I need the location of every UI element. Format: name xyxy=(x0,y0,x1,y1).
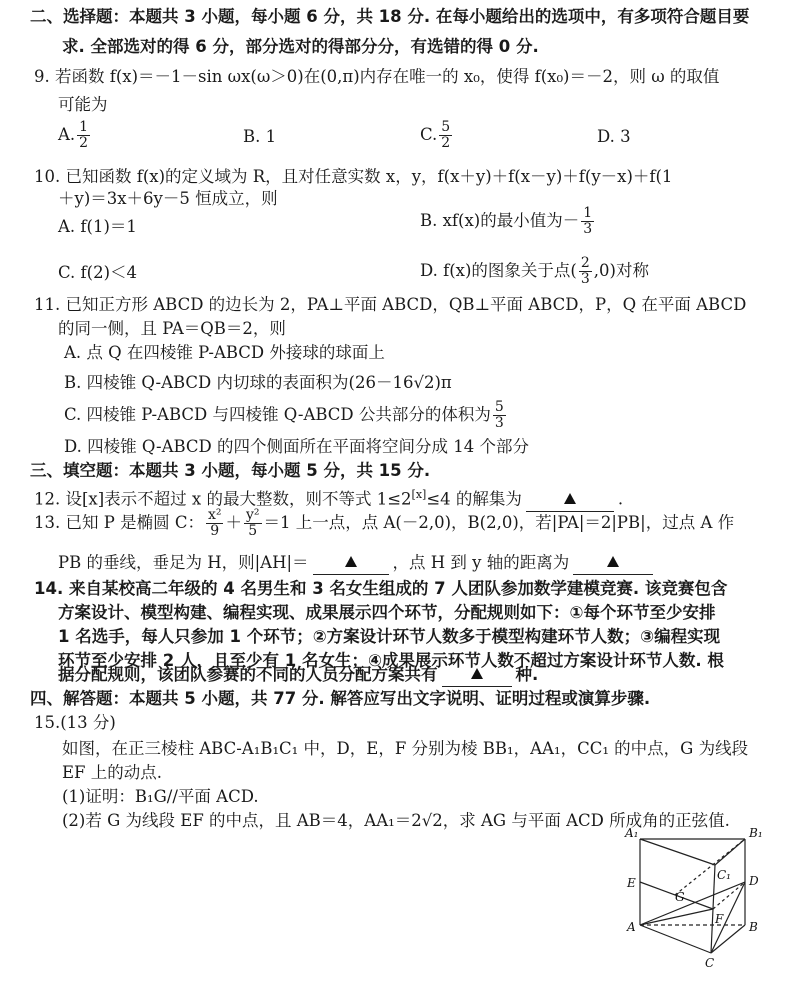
q10-option-d-text: D. f(x)的图象关于点( xyxy=(420,261,577,280)
q11-stem-line2: 的同一侧，且 PA＝QB＝2，则 xyxy=(58,319,286,338)
section4-heading: 四、解答题：本题共 5 小题，共 77 分. 解答应写出文字说明、证明过程或演算步骤. xyxy=(30,689,651,708)
segment-af xyxy=(640,909,713,925)
q14-line2: 方案设计、模型构建、编程实现、成果展示四个环节，分配规则如下：①每个环节至少安排 xyxy=(58,603,716,622)
q14-line4: 环节至少安排 2 人，且至少有 1 名女生；④成果展示环节人数不超过方案设计环节人数. 根 xyxy=(58,651,724,670)
q9-option-d: D. 3 xyxy=(597,127,631,146)
q9-option-a xyxy=(58,120,92,151)
q10-option-a: A. f(1)＝1 xyxy=(58,217,137,236)
q9-stem-line1: 9. 若函数 f(x)＝－1－sin ωx(ω＞0)在(0,π)内存在唯一的 x₀，使得 f(x₀)＝－2，则 ω 的取值 xyxy=(34,67,720,86)
q10-option-b-text: B. xf(x)的最小值为－ xyxy=(420,211,580,230)
q13-stem-line1 xyxy=(34,508,734,539)
q11-option-c-text: C. 四棱锥 P-ABCD 与四棱锥 Q-ABCD 公共部分的体积为 xyxy=(64,405,491,424)
q14-line3: 1 名选手，每人只参加 1 个环节；②方案设计环节人数多于模型构建环节人数；③编程实现 xyxy=(58,627,721,646)
q9-option-a-fraction xyxy=(77,120,90,151)
q12-text: 12. 设[x]表示不超过 x 的最大整数，则不等式 1≤2 xyxy=(34,489,412,509)
section2-heading-line1: 二、选择题：本题共 3 小题，每小题 6 分，共 18 分. 在每小题给出的选项中，有多项符合题目要 xyxy=(30,7,750,26)
edge-a1c1 xyxy=(640,839,715,865)
section2-heading-line2: 求. 全部选对的得 6 分，部分选对的得部分分，有选错的得 0 分. xyxy=(62,37,539,56)
q13-plus: ＋ xyxy=(225,513,242,532)
label-c: C xyxy=(705,956,715,970)
q15-stem-line1: 如图，在正三棱柱 ABC-A₁B₁C₁ 中，D，E，F 分别为棱 BB₁，AA₁，CC₁ 的中点，G 为线段 xyxy=(62,739,749,758)
section3-heading: 三、填空题：本题共 3 小题，每小题 5 分，共 15 分. xyxy=(30,461,431,480)
q10-stem-line2: ＋y)＝3x＋6y－5 恒成立，则 xyxy=(58,189,278,208)
q14-line1: 14. 来自某校高二年级的 4 名男生和 3 名女生组成的 7 人团队参加数学建模竞赛. 该竞赛包含 xyxy=(34,579,728,598)
q11-stem-line1: 11. 已知正方形 ABCD 的边长为 2，PA⊥平面 ABCD，QB⊥平面 ABCD，P，Q 在平面 ABCD xyxy=(34,295,747,314)
edge-cb xyxy=(711,925,745,953)
q11-option-c xyxy=(64,400,508,431)
label-b1: B₁ xyxy=(749,826,763,840)
q11-option-a: A. 点 Q 在四棱锥 P-ABCD 外接球的球面上 xyxy=(64,343,385,362)
q9-option-c-den: 2 xyxy=(441,135,451,151)
q13-answer-blank-2[interactable] xyxy=(573,552,653,575)
label-e: E xyxy=(627,876,636,890)
label-f: F xyxy=(715,912,724,926)
q10-option-d-fraction xyxy=(579,256,592,287)
q9-option-a-den: 2 xyxy=(79,135,89,151)
q9-option-a-label: A. xyxy=(58,125,76,144)
answer-triangle-icon xyxy=(345,556,357,567)
q9-stem-line2: 可能为 xyxy=(58,95,108,114)
label-b: B xyxy=(749,920,758,934)
q14-line5-end: 种. xyxy=(515,665,539,684)
q9-option-a-num: 1 xyxy=(79,119,89,135)
q13-f1-num: x² xyxy=(207,507,222,523)
q10-option-b-num: 1 xyxy=(583,205,593,221)
q13-line2b: ，点 H 到 y 轴的距离为 xyxy=(392,553,570,572)
q9-option-c-label: C. xyxy=(420,125,438,144)
q9-option-c-fraction xyxy=(439,120,452,151)
q12-tail: ≤4 的解集为 xyxy=(426,489,522,509)
q13-fraction-y xyxy=(244,508,262,539)
q13-fraction-x xyxy=(206,508,224,539)
q13-f2-num: y² xyxy=(245,507,260,523)
q9-option-c-num: 5 xyxy=(441,119,451,135)
q13-prefix: 13. 已知 P 是椭圆 C： xyxy=(34,513,204,532)
q10-option-d-den: 3 xyxy=(580,271,590,287)
segment-fd xyxy=(713,882,745,909)
q10-option-b-den: 3 xyxy=(583,221,593,237)
q15-part1: (1)证明：B₁G//平面 ACD. xyxy=(62,787,259,806)
q10-option-b-fraction xyxy=(581,206,594,237)
edge-c1b1 xyxy=(715,839,745,865)
q14-line5-text: 据分配规则，该团队参赛的不同的人员分配方案共有 xyxy=(58,665,438,684)
label-d: D xyxy=(749,874,759,888)
q10-option-d-num: 2 xyxy=(580,255,590,271)
q11-option-c-den: 3 xyxy=(494,415,504,431)
q9-option-c xyxy=(420,120,454,151)
q10-option-d xyxy=(420,256,649,287)
q13-stem-line2 xyxy=(58,552,657,575)
q10-option-b xyxy=(420,206,596,237)
edge-ac xyxy=(640,925,711,953)
label-c1: C₁ xyxy=(717,868,731,882)
answer-triangle-icon xyxy=(607,556,619,567)
q11-option-d: D. 四棱锥 Q-ABCD 的四个侧面所在平面将空间分成 14 个部分 xyxy=(64,437,530,456)
q10-stem-line1: 10. 已知函数 f(x)的定义域为 R，且对任意实数 x，y，f(x＋y)＋f(x－y)＋f(y－x)＋f(1 xyxy=(34,167,673,186)
q10-option-d-tail: ,0)对称 xyxy=(593,261,649,280)
answer-triangle-icon xyxy=(471,668,483,679)
q12-sup: [x] xyxy=(411,488,427,501)
label-a: A xyxy=(627,920,636,934)
q13-f2-den: 5 xyxy=(248,523,258,539)
q13-f1-den: 9 xyxy=(210,523,220,539)
q15-part2: (2)若 G 为线段 EF 的中点，且 AB＝4，AA₁＝2√2，求 AG 与平面 ACD 所成角的正弦值. xyxy=(62,811,730,830)
label-g: G xyxy=(675,890,685,904)
q12-end: . xyxy=(617,489,624,509)
q10-option-c: C. f(2)＜4 xyxy=(58,263,138,282)
answer-triangle-icon xyxy=(564,493,576,504)
q11-option-c-fraction xyxy=(493,400,506,431)
q13-rest: ＝1 上一点，点 A(－2,0)，B(2,0)，若|PA|＝2|PB|，过点 A 作 xyxy=(263,513,735,532)
q15-head: 15.(13 分) xyxy=(34,713,116,732)
q11-option-b: B. 四棱锥 Q-ABCD 内切球的表面积为(26－16√2)π xyxy=(64,373,452,392)
q13-answer-blank-1[interactable] xyxy=(313,552,389,575)
q15-stem-line2: EF 上的动点. xyxy=(62,763,162,782)
prism-figure xyxy=(615,825,790,1005)
label-a1: A₁ xyxy=(625,826,639,840)
q9-option-b: B. 1 xyxy=(243,127,277,146)
q13-line2a: PB 的垂线，垂足为 H，则|AH|＝ xyxy=(58,553,309,572)
q14-line5 xyxy=(58,664,538,687)
q11-option-c-num: 5 xyxy=(494,399,504,415)
q14-answer-blank[interactable] xyxy=(442,664,512,687)
